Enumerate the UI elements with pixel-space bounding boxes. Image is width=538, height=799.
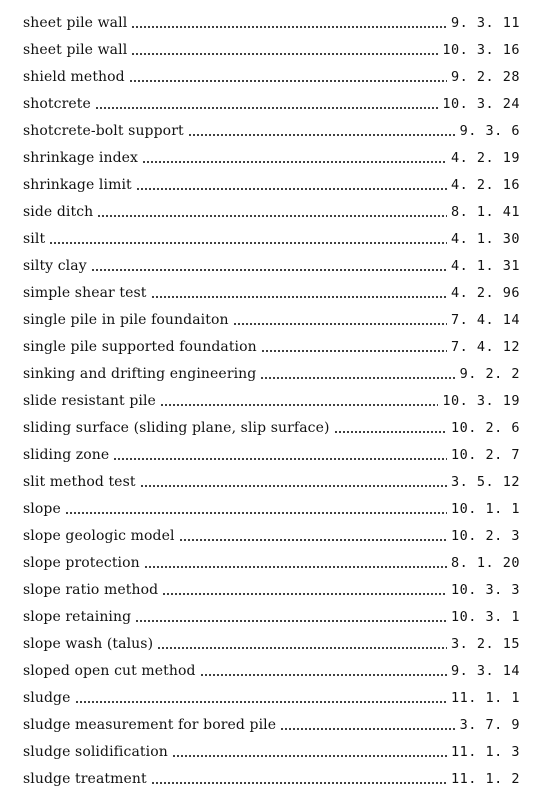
index-entry: [23, 118, 520, 145]
index-entry: [23, 469, 520, 496]
index-term: slope ratio method: [23, 582, 159, 598]
index-term: slope protection: [23, 555, 140, 571]
index-term: side ditch: [23, 204, 94, 220]
index-entry: [23, 280, 520, 307]
dot-leader: [95, 107, 438, 109]
clause-reference: 9. 2. 28: [450, 69, 520, 85]
dot-leader: [280, 728, 455, 730]
clause-reference: 9. 2. 2: [459, 366, 520, 382]
dot-leader: [140, 485, 447, 487]
index-entry: [23, 64, 520, 91]
index-entry: [23, 361, 520, 388]
clause-reference: 8. 1. 41: [450, 204, 520, 220]
dot-leader: [233, 323, 447, 325]
dot-leader: [135, 620, 447, 622]
dot-leader: [151, 296, 447, 298]
dot-leader: [162, 593, 447, 595]
index-entry: [23, 577, 520, 604]
clause-reference: 3. 7. 9: [459, 717, 520, 733]
clause-reference: 10. 2. 7: [450, 447, 520, 463]
index-entry: [23, 766, 520, 793]
clause-reference: 8. 1. 20: [450, 555, 520, 571]
dot-leader: [131, 26, 447, 28]
index-term: sinking and drifting engineering: [23, 366, 257, 382]
index-entry: [23, 631, 520, 658]
index-entry: [23, 388, 520, 415]
clause-reference: 10. 3. 1: [450, 609, 520, 625]
index-entry: [23, 739, 520, 766]
index-entry: [23, 685, 520, 712]
index-entry: [23, 523, 520, 550]
index-term: single pile in pile foundaiton: [23, 312, 229, 328]
clause-reference: 4. 2. 16: [450, 177, 520, 193]
clause-reference: 4. 1. 30: [450, 231, 520, 247]
dot-leader: [160, 404, 438, 406]
dot-leader: [131, 53, 438, 55]
index-term: simple shear test: [23, 285, 147, 301]
index-entry: [23, 307, 520, 334]
clause-reference: 11. 1. 3: [450, 744, 520, 760]
index-term: silty clay: [23, 258, 87, 274]
index-entry: [23, 145, 520, 172]
dot-leader: [142, 161, 447, 163]
index-term: single pile supported foundation: [23, 339, 257, 355]
index-term: slope retaining: [23, 609, 132, 625]
index-term: slope wash (talus): [23, 636, 154, 652]
index-term: sludge measurement for bored pile: [23, 717, 277, 733]
dot-leader: [157, 647, 447, 649]
index-entry: [23, 604, 520, 631]
dot-leader: [144, 566, 447, 568]
index-term: sludge: [23, 690, 71, 706]
index-term: sludge treatment: [23, 771, 147, 787]
index-entry: [23, 334, 520, 361]
index-entry: [23, 712, 520, 739]
dot-leader: [65, 512, 447, 514]
index-entry: [23, 37, 520, 64]
clause-reference: 4. 2. 96: [450, 285, 520, 301]
index-entry: [23, 91, 520, 118]
index-term: shotcrete: [23, 96, 91, 112]
dot-leader: [113, 458, 447, 460]
clause-reference: 7. 4. 14: [450, 312, 520, 328]
clause-reference: 9. 3. 14: [450, 663, 520, 679]
dot-leader: [334, 431, 447, 433]
dot-leader: [179, 539, 447, 541]
index-term: sheet pile wall: [23, 42, 128, 58]
clause-reference: 4. 1. 31: [450, 258, 520, 274]
clause-reference: 10. 2. 3: [450, 528, 520, 544]
clause-reference: 9. 3. 11: [450, 15, 520, 31]
dot-leader: [136, 188, 447, 190]
clause-reference: 10. 3. 24: [442, 96, 520, 112]
index-term: sludge solidification: [23, 744, 168, 760]
index-term: sliding zone: [23, 447, 110, 463]
dot-leader: [129, 80, 447, 82]
clause-reference: 10. 1. 1: [450, 501, 520, 517]
index-term: sheet pile wall: [23, 15, 128, 31]
index-term: slope: [23, 501, 61, 517]
index-entry: [23, 442, 520, 469]
dot-leader: [261, 350, 447, 352]
dot-leader: [97, 215, 447, 217]
index-term: shotcrete-bolt support: [23, 123, 184, 139]
clause-reference: 11. 1. 2: [450, 771, 520, 787]
index-entry: [23, 550, 520, 577]
index-term: slide resistant pile: [23, 393, 156, 409]
index-entry: [23, 496, 520, 523]
index-entry: [23, 172, 520, 199]
dot-leader: [260, 377, 455, 379]
index-term: slit method test: [23, 474, 136, 490]
index-term: sloped open cut method: [23, 663, 196, 679]
index-term: silt: [23, 231, 46, 247]
index-term: shrinkage index: [23, 150, 139, 166]
index-entry: [23, 658, 520, 685]
dot-leader: [151, 782, 447, 784]
index-term: shield method: [23, 69, 125, 85]
index-term: slope geologic model: [23, 528, 175, 544]
dot-leader: [49, 242, 447, 244]
index-entry: [23, 226, 520, 253]
index-entry: [23, 253, 520, 280]
clause-reference: 11. 1. 1: [450, 690, 520, 706]
dot-leader: [188, 134, 456, 136]
index-term: sliding surface (sliding plane, slip surface): [23, 420, 330, 436]
index-entry: [23, 10, 520, 37]
index-entry: [23, 415, 520, 442]
index-list: [23, 10, 520, 793]
index-entry: [23, 199, 520, 226]
dot-leader: [172, 755, 447, 757]
clause-reference: 3. 5. 12: [450, 474, 520, 490]
clause-reference: 3. 2. 15: [450, 636, 520, 652]
dot-leader: [75, 701, 447, 703]
dot-leader: [200, 674, 447, 676]
clause-reference: 7. 4. 12: [450, 339, 520, 355]
clause-reference: 10. 2. 6: [450, 420, 520, 436]
index-term: shrinkage limit: [23, 177, 132, 193]
clause-reference: 9. 3. 6: [459, 123, 520, 139]
clause-reference: 10. 3. 3: [450, 582, 520, 598]
clause-reference: 4. 2. 19: [450, 150, 520, 166]
clause-reference: 10. 3. 16: [442, 42, 520, 58]
dot-leader: [91, 269, 447, 271]
clause-reference: 10. 3. 19: [442, 393, 520, 409]
